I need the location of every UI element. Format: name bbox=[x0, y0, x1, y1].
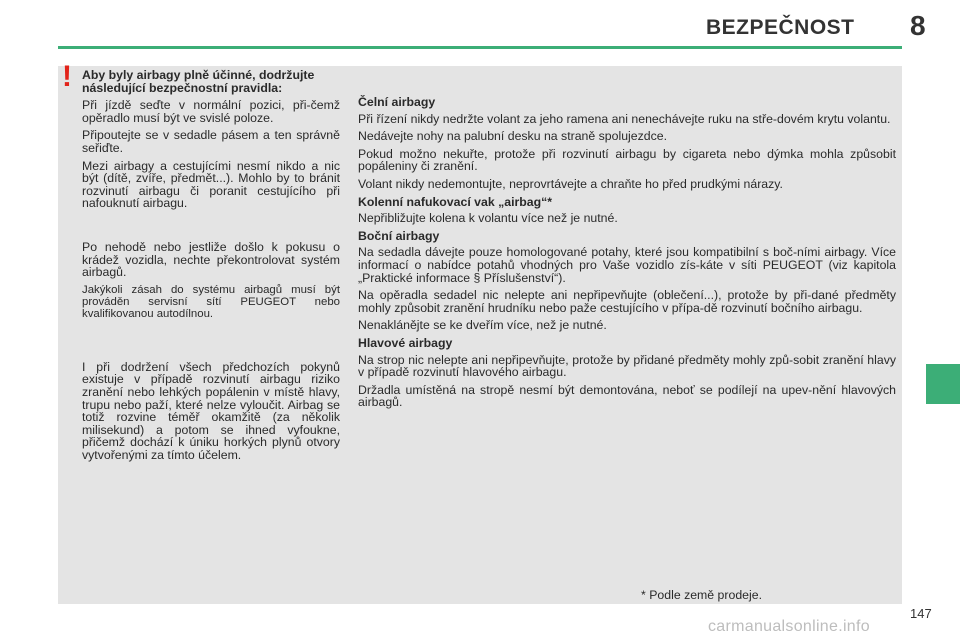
chapter-side-tab bbox=[926, 364, 960, 404]
section-paragraph: Volant nikdy nedemontujte, neprovrtávejte a chraňte ho před prudkými nárazy. bbox=[358, 176, 783, 191]
warning-paragraph: Mezi airbagy a cestujícími nesmí nikdo a nic být (dítě, zvíře, předmět...). Mohlo by to bránit rozvinutí airbagu či poranit cestujícího při nafouknutí airbagu. bbox=[82, 158, 340, 211]
airbag-sections bbox=[358, 96, 896, 414]
section-heading-knee: Kolenní nafukovací vak „airbag“* bbox=[358, 194, 553, 209]
warning-icon: ! bbox=[62, 60, 72, 93]
warning-paragraph: Při jízdě seďte v normální pozici, při-čemž opěradlo musí být ve svislé poloze. bbox=[82, 98, 340, 125]
section-paragraph: Nepřibližujte kolena k volantu více než je nutné. bbox=[358, 211, 618, 226]
warning-column bbox=[82, 69, 340, 466]
section-paragraph: Držadla umístěná na stropě nesmí být demontována, neboť se podílejí na upev-nění hlavových airbagů. bbox=[358, 382, 896, 410]
section-paragraph: Nedávejte nohy na palubní desku na straně spolujezdce. bbox=[358, 129, 668, 144]
footnote: * Podle země prodeje. bbox=[641, 588, 762, 602]
warning-paragraph: I při dodržení všech předchozích pokynů existuje v případě rozvinutí airbagu riziko zranění nebo lehkých popálenin v místě hlavy, trupu nebo paží, které nelze vyloučit. Airbag se totiž rozvine téměř okamžitě (za několik milisekund) a potom se ihned vyfoukne, přičemž dochází k úniku horkých plynů otvory vytvořenými za tímto účelem. bbox=[82, 359, 340, 462]
section-paragraph: Na opěradla sedadel nic nelepte ani nepřipevňujte (oblečení...), protože by při-dané předměty mohly způsobit zranění hrudníku nebo paže cestujícího v přípa-dě rozvinutí bočního airbagu. bbox=[358, 288, 896, 315]
section-paragraph: Na strop nic nelepte ani nepřipevňujte, protože by přidané předměty mohly způ-sobit zranění hlavy v případě rozvinutí hlavového airbagu. bbox=[358, 352, 896, 380]
page-title: BEZPEČNOST bbox=[706, 16, 855, 39]
section-heading-front: Čelní airbagy bbox=[358, 95, 436, 109]
warning-paragraph: Připoutejte se v sedadle pásem a ten správně seřiďte. bbox=[82, 128, 340, 155]
section-heading-side: Boční airbagy bbox=[358, 228, 440, 243]
chapter-number: 8 bbox=[910, 10, 926, 41]
section-paragraph: Na sedadla dávejte pouze homologované potahy, které jsou kompatibilní s boč-ními airbagy. Více informací o nabídce potahů vhodných pro Vaše vozidlo zís-káte v síti PEUGEOT (viz kapitola „Praktické informace § Příslušenství“). bbox=[358, 245, 896, 285]
section-heading-head: Hlavové airbagy bbox=[358, 335, 453, 350]
watermark: carmanualsonline.info bbox=[708, 618, 870, 635]
section-paragraph: Při řízení nikdy nedržte volant za jeho ramena ani nenechávejte ruku na stře-dovém krytu volantu. bbox=[358, 111, 891, 126]
header-divider bbox=[58, 46, 902, 49]
section-paragraph: Pokud možno nekuřte, protože při rozvinutí airbagu by cigareta nebo dýmka mohla způsobit popáleniny či zranění. bbox=[358, 146, 896, 174]
page-number: 147 bbox=[910, 606, 932, 621]
warning-heading: Aby byly airbagy plně účinné, dodržujte následující bezpečnostní pravidla: bbox=[82, 68, 315, 95]
section-paragraph: Nenaklánějte se ke dveřím více, než je nutné. bbox=[358, 318, 607, 333]
warning-paragraph: Jakýkoli zásah do systému airbagů musí být prováděn servisní sítí PEUGEOT nebo kvalifikovanou autodílnou. bbox=[82, 283, 340, 320]
warning-paragraph: Po nehodě nebo jestliže došlo k pokusu o krádež vozidla, nechte překontrolovat systém airbagů. bbox=[82, 239, 340, 280]
